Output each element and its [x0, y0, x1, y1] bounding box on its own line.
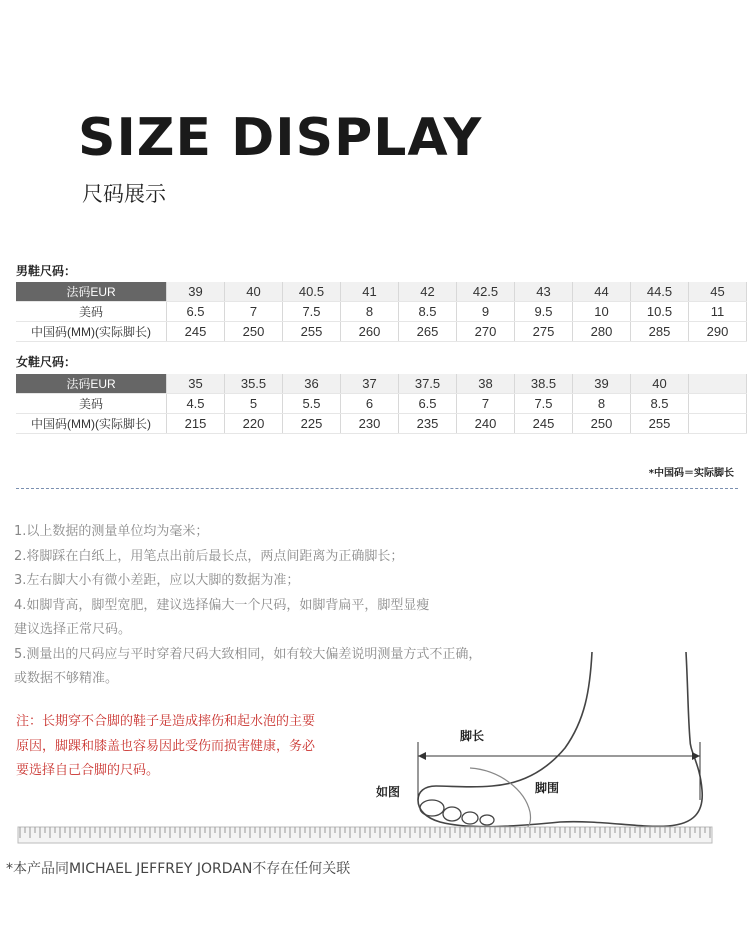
size-cell: 40 [225, 282, 283, 302]
row-header: 美码 [16, 302, 167, 322]
size-cell: 8.5 [399, 302, 457, 322]
size-cell: 4.5 [167, 394, 225, 414]
size-cell: 44.5 [631, 282, 689, 302]
note-line: 2.将脚踩在白纸上，用笔点出前后最长点，两点间距离为正确脚长； [14, 548, 404, 564]
note-line: 建议选择正常尺码。 [14, 622, 132, 637]
size-cell: 6.5 [399, 394, 457, 414]
note-line: 1.以上数据的测量单位均为毫米； [14, 524, 209, 539]
size-cell: 36 [283, 374, 341, 394]
women-size-label: 女鞋尺码： [16, 355, 77, 369]
page-subtitle: 尺码展示 [82, 182, 166, 206]
size-cell: 285 [631, 322, 689, 342]
china-size-note: *中国码＝实际脚长 [648, 468, 734, 479]
warning-line: 原因，脚踝和膝盖也容易因此受伤而损害健康，务必 [16, 738, 316, 754]
size-cell: 245 [167, 322, 225, 342]
size-cell: 43 [515, 282, 573, 302]
size-cell: 5.5 [283, 394, 341, 414]
size-cell: 6 [341, 394, 399, 414]
size-cell: 7.5 [515, 394, 573, 414]
size-cell: 42.5 [457, 282, 515, 302]
size-cell: 245 [515, 414, 573, 434]
size-cell: 35 [167, 374, 225, 394]
brand-disclaimer: *本产品同MICHAEL JEFFREY JORDAN不存在任何关联 [6, 861, 351, 877]
size-cell: 38 [457, 374, 515, 394]
size-cell: 240 [457, 414, 515, 434]
size-cell: 255 [631, 414, 689, 434]
size-cell: 39 [167, 282, 225, 302]
size-cell: 38.5 [515, 374, 573, 394]
size-cell: 7 [457, 394, 515, 414]
size-cell: 40 [631, 374, 689, 394]
size-cell: 6.5 [167, 302, 225, 322]
size-cell: 7.5 [283, 302, 341, 322]
size-cell: 8 [573, 394, 631, 414]
size-cell: 9.5 [515, 302, 573, 322]
size-cell: 35.5 [225, 374, 283, 394]
row-header: 中国码(MM)(实际脚长) [16, 322, 167, 342]
size-cell: 265 [399, 322, 457, 342]
size-cell: 250 [225, 322, 283, 342]
row-header: 法码EUR [16, 374, 167, 394]
size-cell: 40.5 [283, 282, 341, 302]
size-cell: 37.5 [399, 374, 457, 394]
size-cell: 250 [573, 414, 631, 434]
size-cell: 11 [689, 302, 747, 322]
row-header: 美码 [16, 394, 167, 414]
foot-girth-label: 脚围 [535, 781, 560, 795]
size-cell: 280 [573, 322, 631, 342]
size-cell: 220 [225, 414, 283, 434]
size-cell: 260 [341, 322, 399, 342]
size-cell: 215 [167, 414, 225, 434]
size-cell: 275 [515, 322, 573, 342]
row-header: 法码EUR [16, 282, 167, 302]
men-size-label: 男鞋尺码： [16, 264, 77, 278]
size-cell: 7 [225, 302, 283, 322]
note-line: 5.测量出的尺码应与平时穿着尺码大致相同，如有较大偏差说明测量方式不正确， [14, 646, 482, 662]
size-cell: 225 [283, 414, 341, 434]
toe-icon [420, 800, 444, 816]
row-header: 中国码(MM)(实际脚长) [16, 414, 167, 434]
note-line: 3.左右脚大小有微小差距，应以大脚的数据为准； [14, 573, 300, 588]
size-cell: 10 [573, 302, 631, 322]
size-cell: 290 [689, 322, 747, 342]
warning-line: 要选择自己合脚的尺码。 [16, 763, 160, 778]
size-cell: 235 [399, 414, 457, 434]
size-cell: 37 [341, 374, 399, 394]
size-cell: 9 [457, 302, 515, 322]
example-label: 如图 [376, 785, 401, 799]
foot-length-label: 脚长 [460, 729, 485, 743]
size-cell: 41 [341, 282, 399, 302]
warning-line: 注：长期穿不合脚的鞋子是造成摔伤和起水泡的主要 [16, 714, 316, 729]
size-cell: 45 [689, 282, 747, 302]
size-cell: 255 [283, 322, 341, 342]
note-line: 4.如脚背高，脚型宽肥，建议选择偏大一个尺码，如脚背扁平，脚型显瘦 [14, 597, 430, 613]
toe-icon [462, 812, 478, 824]
size-cell: 44 [573, 282, 631, 302]
note-line: 或数据不够精准。 [14, 671, 119, 686]
size-cell: 42 [399, 282, 457, 302]
toe-icon [480, 815, 494, 825]
size-cell: 270 [457, 322, 515, 342]
size-cell: 8 [341, 302, 399, 322]
size-cell: 10.5 [631, 302, 689, 322]
size-cell: 230 [341, 414, 399, 434]
size-cell: 5 [225, 394, 283, 414]
toe-icon [443, 807, 461, 821]
girth-curve-icon [470, 768, 531, 830]
size-cell: 39 [573, 374, 631, 394]
size-cell: 8.5 [631, 394, 689, 414]
page-title: SIZE DISPLAY [78, 108, 483, 168]
